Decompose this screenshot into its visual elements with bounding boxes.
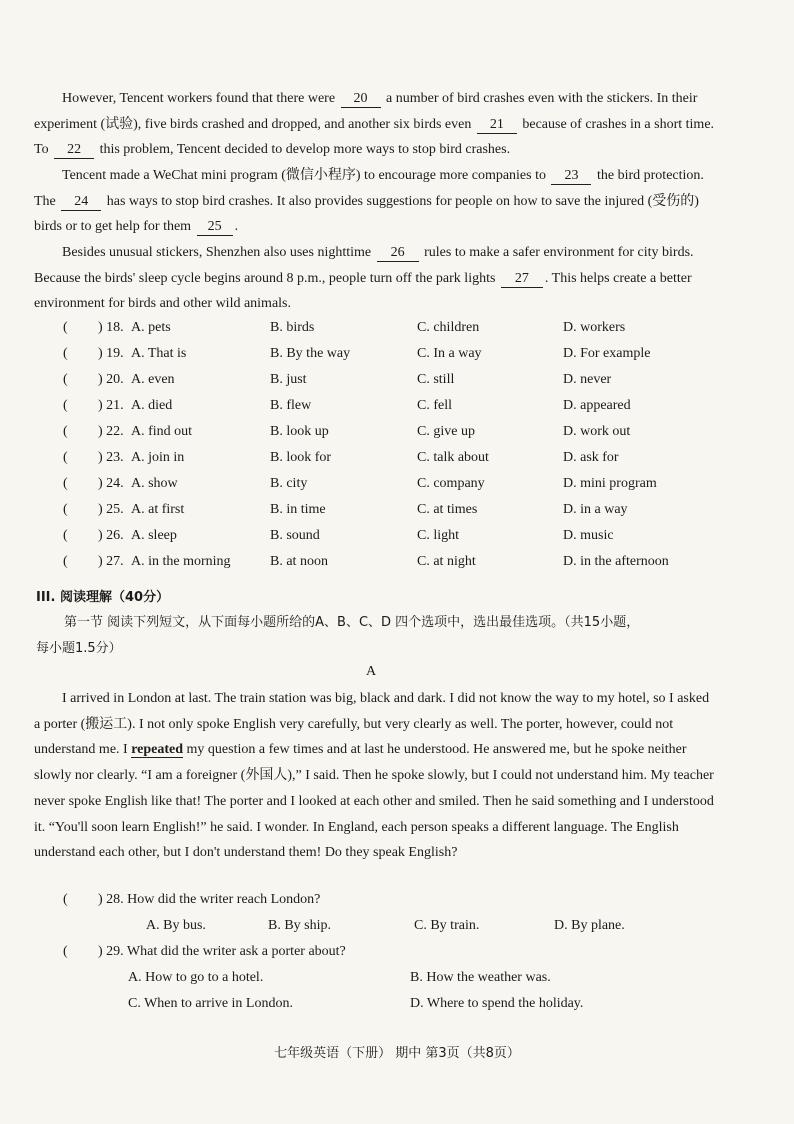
- question-29-stem: ) 29. What did the writer ask a porter about?: [98, 944, 346, 959]
- option-b: B. at noon: [270, 554, 328, 569]
- option-b: B. in time: [270, 502, 326, 517]
- option-a: A. How to go to a hotel.: [128, 970, 264, 985]
- answer-paren[interactable]: (: [63, 476, 68, 491]
- option-c: C. fell: [417, 398, 452, 413]
- option-b: B. look up: [270, 424, 329, 439]
- option-b: B. sound: [270, 528, 320, 543]
- option-row-26: [0, 528, 794, 548]
- option-c: C. In a way: [417, 346, 482, 361]
- cloze-text: . This helps create a better environment for birds and other wild animals.: [34, 270, 692, 312]
- option-d: D. appeared: [563, 398, 631, 413]
- option-a: A. show: [131, 476, 178, 491]
- option-b: B. How the weather was.: [410, 970, 551, 985]
- option-c: C. still: [417, 372, 455, 387]
- answer-paren[interactable]: (: [63, 398, 68, 413]
- passage-keyword: repeated: [131, 742, 184, 758]
- question-number: ) 23.: [98, 450, 124, 465]
- option-d: D. For example: [563, 346, 651, 361]
- option-a: A. By bus.: [146, 918, 206, 933]
- option-a: A. even: [131, 372, 175, 387]
- question-28-stem: ) 28. How did the writer reach London?: [98, 892, 321, 907]
- option-a: A. join in: [131, 450, 185, 465]
- option-b: B. By the way: [270, 346, 351, 361]
- blank-27: 27: [501, 270, 543, 288]
- option-d: D. mini program: [563, 476, 657, 491]
- option-c: C. By train.: [414, 918, 480, 933]
- question-number: ) 24.: [98, 476, 124, 491]
- option-d: D. Where to spend the holiday.: [410, 996, 584, 1011]
- question-number: ) 22.: [98, 424, 124, 439]
- question-number: ) 25.: [98, 502, 124, 517]
- cloze-text: .: [234, 219, 239, 235]
- option-row-21: [0, 398, 794, 418]
- cloze-paragraph-3: [34, 240, 716, 317]
- option-row-22: [0, 424, 794, 444]
- cloze-text: Tencent made a WeChat mini program (微信小程序) to encourage more companies to: [62, 168, 546, 183]
- cloze-text: this problem, Tencent decided to develop more ways to stop bird crashes.: [99, 142, 511, 158]
- option-c: C. children: [417, 320, 480, 335]
- option-c: C. When to arrive in London.: [128, 996, 293, 1011]
- option-row-24: [0, 476, 794, 496]
- option-row-18: [0, 320, 794, 340]
- option-d: D. never: [563, 372, 612, 387]
- option-d: D. By plane.: [554, 918, 625, 933]
- option-c: C. at night: [417, 554, 476, 569]
- blank-24: 24: [61, 193, 101, 211]
- section-heading: III. 阅读理解（40分）: [36, 590, 170, 605]
- option-a: A. That is: [131, 346, 187, 361]
- blank-26: 26: [377, 244, 419, 262]
- question-number: ) 18.: [98, 320, 124, 335]
- option-d: D. work out: [563, 424, 631, 439]
- passage-text: my question a few times and at last he understood. He answered me, but he spoke neither slowly nor clearly. “I am a foreigner (外国人),” I said. Then he spoke slowly, but I could not understand him. My teacher never spoke English like that! The porter and I looked at each other and smiled. Then he said something and I understood it. “You'll soon learn English!” he said. I wonder. In England, each person speaks a different language. The English understand each other, but I don't understand them! Do they speak English?: [34, 742, 714, 861]
- answer-paren[interactable]: (: [63, 554, 68, 569]
- question-number: ) 21.: [98, 398, 124, 413]
- answer-paren[interactable]: (: [63, 892, 68, 907]
- option-c: C. light: [417, 528, 460, 543]
- answer-paren[interactable]: (: [63, 346, 68, 361]
- option-c: C. company: [417, 476, 485, 491]
- option-row-27: [0, 554, 794, 574]
- blank-22: 22: [54, 141, 94, 159]
- question-number: ) 20.: [98, 372, 124, 387]
- question-number: ) 26.: [98, 528, 124, 543]
- answer-paren[interactable]: (: [63, 424, 68, 439]
- option-a: A. at first: [131, 502, 185, 517]
- answer-paren[interactable]: (: [63, 944, 68, 959]
- cloze-text: the bird protection. The: [34, 168, 704, 209]
- cloze-text: because of crashes in a short time. To: [34, 116, 715, 158]
- cloze-text: rules to make a safer environment for city birds. Because the birds' sleep cycle begins around 8 p.m., people turn off the park lights: [34, 245, 694, 286]
- option-row-20: [0, 372, 794, 392]
- option-d: D. ask for: [563, 450, 619, 465]
- blank-25: 25: [197, 218, 233, 236]
- option-a: A. pets: [131, 320, 171, 335]
- option-a: A. find out: [131, 424, 193, 439]
- blank-21: 21: [477, 116, 517, 134]
- answer-paren[interactable]: (: [63, 528, 68, 543]
- question-number: ) 27.: [98, 554, 124, 569]
- option-row-19: [0, 346, 794, 366]
- cloze-text: a number of bird crashes even with the stickers. In their experiment (试验), five birds crashed and dropped, and another six birds even: [34, 91, 698, 132]
- section-instructions-cont: 每小题1.5分）: [36, 641, 122, 656]
- option-c: C. talk about: [417, 450, 489, 465]
- option-d: D. in a way: [563, 502, 628, 517]
- option-b: B. look for: [270, 450, 332, 465]
- answer-paren[interactable]: (: [63, 502, 68, 517]
- option-b: B. city: [270, 476, 308, 491]
- blank-23: 23: [551, 167, 591, 185]
- option-row-25: [0, 502, 794, 522]
- reading-passage: [34, 686, 716, 866]
- answer-paren[interactable]: (: [63, 320, 68, 335]
- option-b: B. just: [270, 372, 307, 387]
- section-instructions: 第一节 阅读下列短文，从下面每小题所给的A、B、C、D 四个选项中，选出最佳选项。（共15小题，: [64, 615, 640, 630]
- cloze-paragraph-2: [34, 163, 716, 240]
- option-b: B. flew: [270, 398, 312, 413]
- option-b: B. birds: [270, 320, 315, 335]
- page-footer: 七年级英语（下册） 期中 第3页（共8页）: [274, 1046, 520, 1061]
- cloze-paragraph-1: [34, 86, 716, 163]
- option-c: C. at times: [417, 502, 478, 517]
- passage-text: I arrived in London at last. The train station was big, black and dark. I did not know the way to my hotel, so I asked a porter (搬运工). I not only spoke English very carefully, but very clearly as well. The porter, however, could not understand me. I: [34, 691, 710, 758]
- option-d: D. workers: [563, 320, 626, 335]
- option-a: A. in the morning: [131, 554, 231, 569]
- passage-label: A: [365, 664, 377, 679]
- cloze-text: However, Tencent workers found that there were: [62, 91, 336, 106]
- blank-20: 20: [341, 90, 381, 108]
- answer-paren[interactable]: (: [63, 372, 68, 387]
- answer-paren[interactable]: (: [63, 450, 68, 465]
- option-b: B. By ship.: [268, 918, 332, 933]
- option-d: D. music: [563, 528, 614, 543]
- question-number: ) 19.: [98, 346, 124, 361]
- option-a: A. died: [131, 398, 173, 413]
- option-a: A. sleep: [131, 528, 177, 543]
- cloze-text: Besides unusual stickers, Shenzhen also uses nighttime: [62, 245, 372, 260]
- cloze-text: has ways to stop bird crashes. It also provides suggestions for people on how to save the injured (受伤的) birds or to get help for them: [34, 193, 699, 235]
- option-row-23: [0, 450, 794, 470]
- option-c: C. give up: [417, 424, 475, 439]
- option-d: D. in the afternoon: [563, 554, 669, 569]
